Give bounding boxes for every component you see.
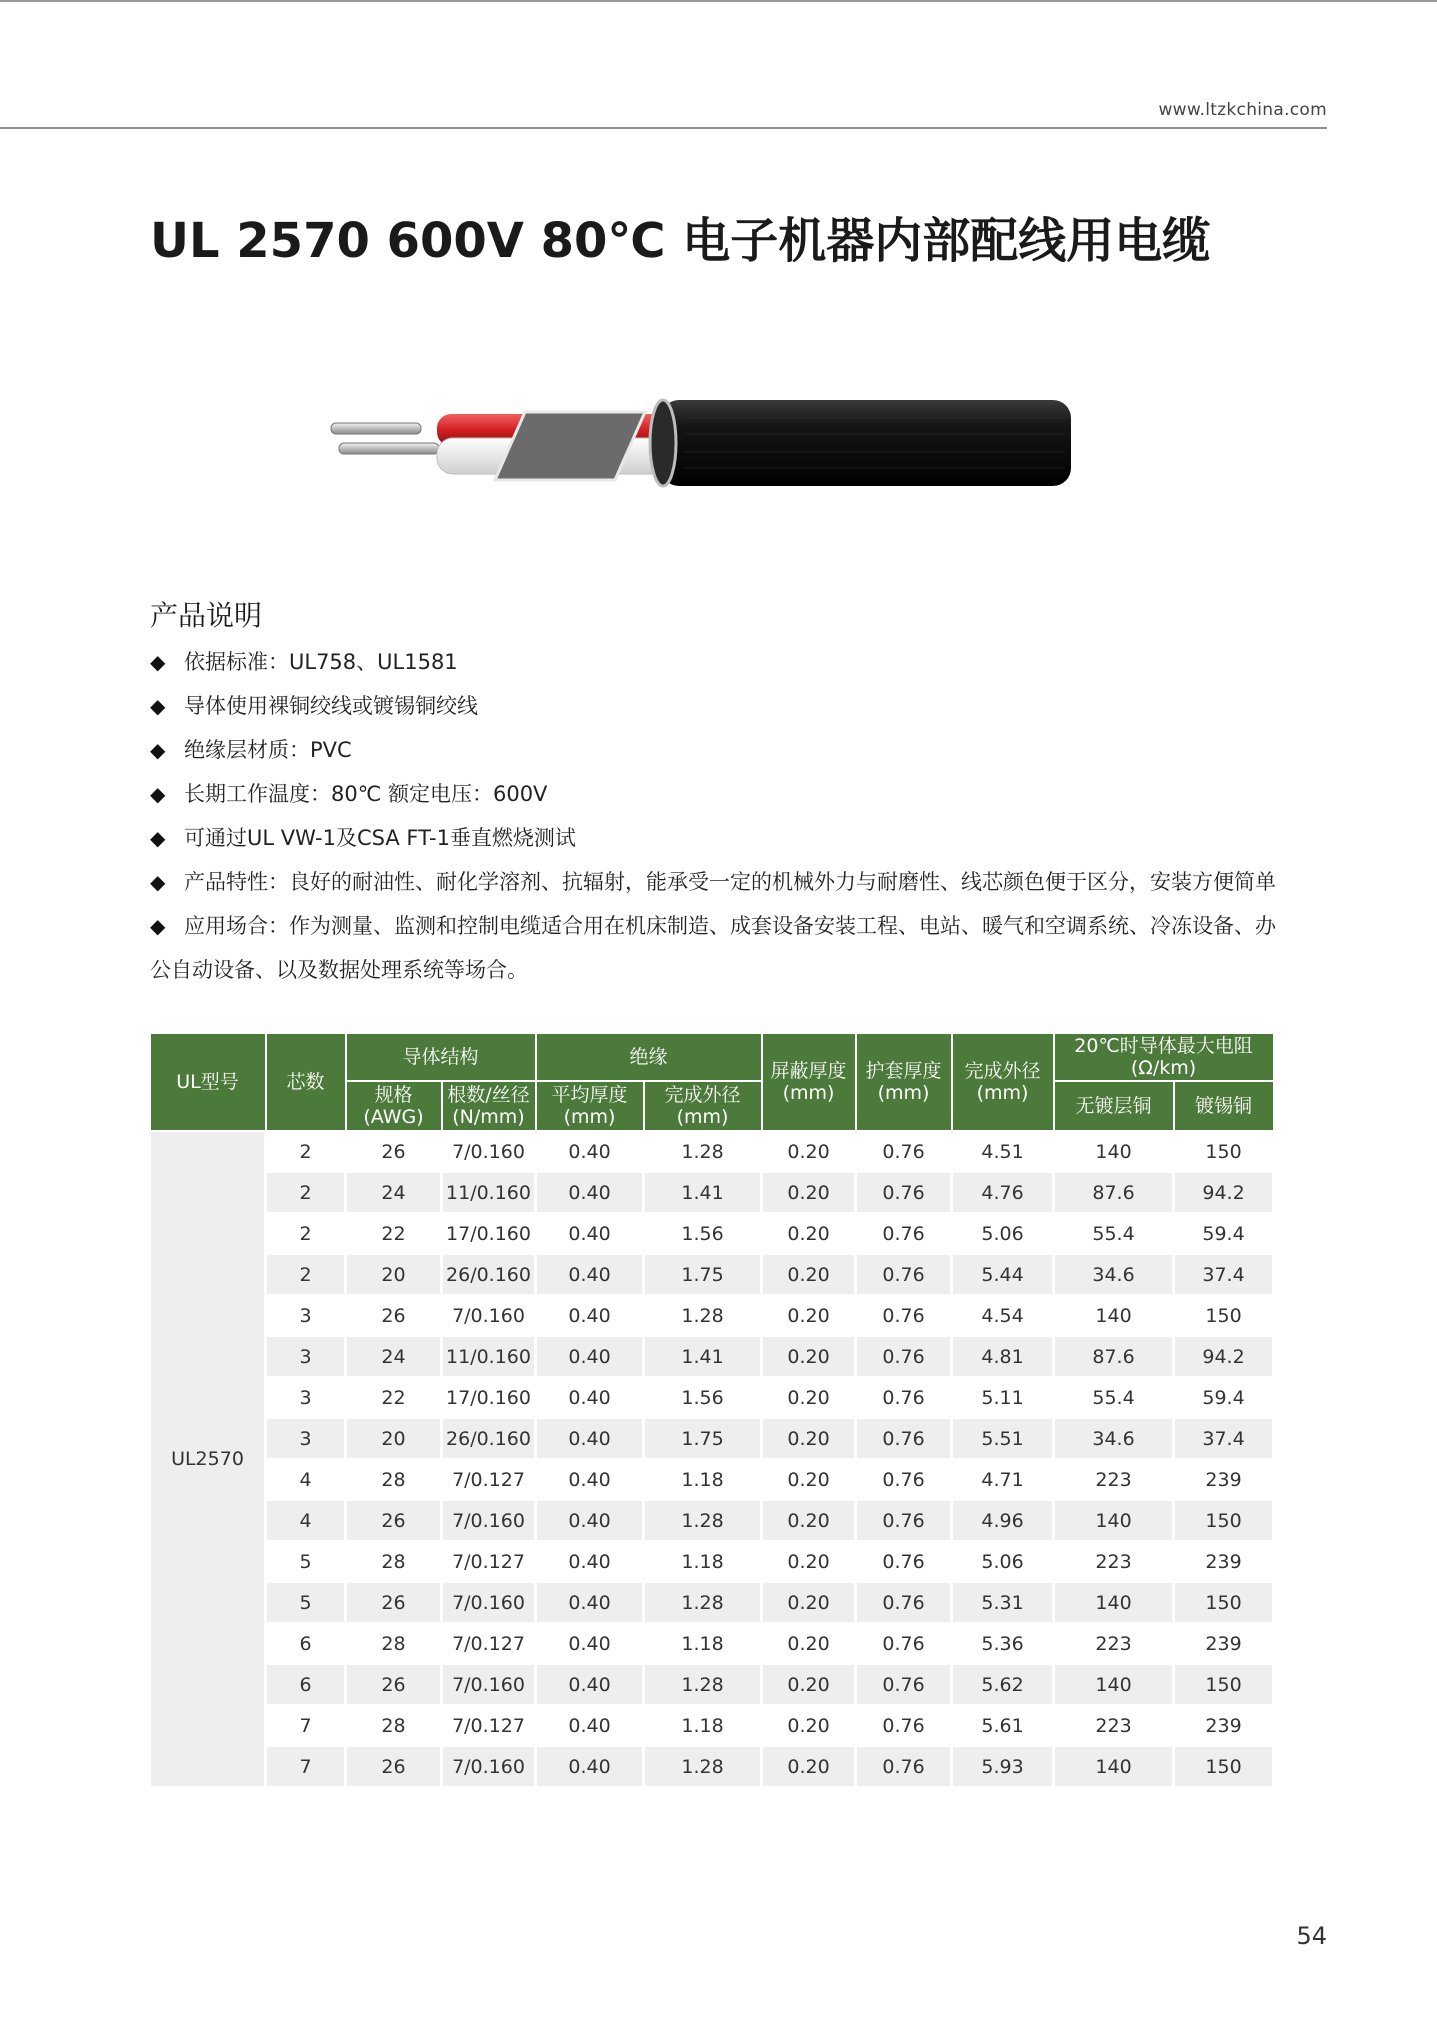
- table-cell: 0.40: [536, 1336, 644, 1377]
- table-cell: 0.40: [536, 1541, 644, 1582]
- table-cell: 150: [1174, 1500, 1274, 1541]
- table-cell: 0.76: [856, 1131, 952, 1172]
- table-cell: 5.36: [952, 1623, 1054, 1664]
- table-cell: 0.20: [762, 1500, 856, 1541]
- table-cell: 0.20: [762, 1459, 856, 1500]
- table-cell: 2: [266, 1131, 346, 1172]
- table-cell: 0.20: [762, 1131, 856, 1172]
- table-cell: 0.20: [762, 1377, 856, 1418]
- header-model: UL型号: [150, 1033, 266, 1131]
- table-cell: 1.56: [644, 1213, 762, 1254]
- jacket-end: [650, 400, 676, 486]
- table-row: [150, 1336, 1274, 1377]
- diamond-bullet-icon: ◆: [150, 826, 166, 850]
- table-cell: 239: [1174, 1623, 1274, 1664]
- diamond-bullet-icon: ◆: [150, 694, 166, 718]
- table-cell: 94.2: [1174, 1172, 1274, 1213]
- table-cell: 3: [266, 1418, 346, 1459]
- table-cell: 140: [1054, 1664, 1174, 1705]
- header-rule: [0, 127, 1327, 129]
- table-cell: 24: [346, 1172, 442, 1213]
- header-conductor: 导体结构: [346, 1033, 536, 1081]
- table-cell: 7: [266, 1705, 346, 1746]
- table-cell: 0.20: [762, 1336, 856, 1377]
- table-cell: 0.76: [856, 1254, 952, 1295]
- table-cell: 5.61: [952, 1705, 1054, 1746]
- table-cell: 55.4: [1054, 1377, 1174, 1418]
- table-row: [150, 1295, 1274, 1336]
- table-cell: 7: [266, 1746, 346, 1787]
- table-cell: 223: [1054, 1623, 1174, 1664]
- table-cell: 4.96: [952, 1500, 1054, 1541]
- table-cell: 1.18: [644, 1459, 762, 1500]
- model-cell: UL2570: [150, 1131, 266, 1787]
- table-cell: 28: [346, 1623, 442, 1664]
- header-od: 完成外径(mm): [952, 1033, 1054, 1131]
- table-cell: 0.20: [762, 1582, 856, 1623]
- diamond-bullet-icon: ◆: [150, 650, 166, 674]
- table-cell: 2: [266, 1172, 346, 1213]
- table-cell: 1.28: [644, 1295, 762, 1336]
- table-cell: 223: [1054, 1459, 1174, 1500]
- table-cell: 34.6: [1054, 1254, 1174, 1295]
- table-cell: 7/0.160: [442, 1295, 536, 1336]
- table-cell: 26: [346, 1582, 442, 1623]
- table-cell: 94.2: [1174, 1336, 1274, 1377]
- table-cell: 0.76: [856, 1459, 952, 1500]
- table-cell: 28: [346, 1705, 442, 1746]
- table-cell: 2: [266, 1213, 346, 1254]
- bullet-item: ◆ 长期工作温度：80℃ 额定电压：600V: [150, 772, 1280, 816]
- table-cell: 0.20: [762, 1254, 856, 1295]
- table-cell: 7/0.127: [442, 1623, 536, 1664]
- header-ins-od: 完成外径(mm): [644, 1081, 762, 1131]
- table-cell: 0.20: [762, 1418, 856, 1459]
- table-cell: 0.40: [536, 1172, 644, 1213]
- table-row: [150, 1254, 1274, 1295]
- table-cell: 26: [346, 1664, 442, 1705]
- diamond-bullet-icon: ◆: [150, 914, 166, 938]
- table-cell: 4.76: [952, 1172, 1054, 1213]
- table-cell: 150: [1174, 1131, 1274, 1172]
- page-number: 54: [1296, 1922, 1327, 1950]
- site-url[interactable]: www.ltzkchina.com: [1158, 100, 1327, 120]
- table-cell: 7/0.160: [442, 1582, 536, 1623]
- table-cell: 1.18: [644, 1623, 762, 1664]
- table-cell: 0.40: [536, 1213, 644, 1254]
- table-row: [150, 1623, 1274, 1664]
- bullet-item: ◆ 应用场合：作为测量、监测和控制电缆适合用在机床制造、成套设备安装工程、电站、暖气和空调系统、冷冻设备、办公自动设备、以及数据处理系统等场合。: [150, 904, 1280, 992]
- table-cell: 150: [1174, 1746, 1274, 1787]
- table-cell: 87.6: [1054, 1172, 1174, 1213]
- header-insulation: 绝缘: [536, 1033, 762, 1081]
- table-cell: 17/0.160: [442, 1377, 536, 1418]
- table-cell: 6: [266, 1664, 346, 1705]
- table-row: [150, 1746, 1274, 1787]
- table-cell: 1.28: [644, 1131, 762, 1172]
- table-cell: 11/0.160: [442, 1336, 536, 1377]
- table-cell: 4.54: [952, 1295, 1054, 1336]
- table-cell: 140: [1054, 1131, 1174, 1172]
- table-cell: 5.06: [952, 1541, 1054, 1582]
- table-cell: 0.40: [536, 1582, 644, 1623]
- table-cell: 0.40: [536, 1746, 644, 1787]
- table-cell: 26/0.160: [442, 1418, 536, 1459]
- top-rule: [0, 0, 1437, 2]
- table-cell: 0.20: [762, 1172, 856, 1213]
- table-cell: 0.76: [856, 1172, 952, 1213]
- table-row: [150, 1705, 1274, 1746]
- table-cell: 239: [1174, 1705, 1274, 1746]
- table-cell: 0.76: [856, 1541, 952, 1582]
- header-conductor-strand: 根数/丝径(N/mm): [442, 1081, 536, 1131]
- table-cell: 1.56: [644, 1377, 762, 1418]
- table-cell: 140: [1054, 1500, 1174, 1541]
- table-cell: 0.40: [536, 1623, 644, 1664]
- table-cell: 7/0.160: [442, 1500, 536, 1541]
- table-row: [150, 1582, 1274, 1623]
- table-cell: 1.75: [644, 1254, 762, 1295]
- table-cell: 1.18: [644, 1705, 762, 1746]
- header-tinned: 镀锡铜: [1174, 1081, 1274, 1131]
- table-cell: 5.93: [952, 1746, 1054, 1787]
- table-cell: 1.28: [644, 1500, 762, 1541]
- header-conductor-size: 规格(AWG): [346, 1081, 442, 1131]
- table-cell: 0.76: [856, 1377, 952, 1418]
- table-cell: 1.28: [644, 1582, 762, 1623]
- table-cell: 6: [266, 1623, 346, 1664]
- table-cell: 0.76: [856, 1418, 952, 1459]
- table-cell: 1.41: [644, 1172, 762, 1213]
- table-cell: 5.44: [952, 1254, 1054, 1295]
- bullet-item: ◆ 导体使用裸铜绞线或镀锡铜绞线: [150, 684, 1280, 728]
- spec-table: [148, 1032, 1275, 1788]
- diamond-bullet-icon: ◆: [150, 782, 166, 806]
- table-cell: 0.76: [856, 1500, 952, 1541]
- table-cell: 17/0.160: [442, 1213, 536, 1254]
- table-row: [150, 1500, 1274, 1541]
- conductor-wire-1: [331, 423, 421, 434]
- table-cell: 0.20: [762, 1664, 856, 1705]
- bullet-item: ◆ 产品特性：良好的耐油性、耐化学溶剂、抗辐射，能承受一定的机械外力与耐磨性、线芯颜色便于区分，安装方便简单: [150, 860, 1280, 904]
- table-cell: 0.40: [536, 1377, 644, 1418]
- table-cell: 28: [346, 1459, 442, 1500]
- table-cell: 0.40: [536, 1500, 644, 1541]
- table-cell: 0.76: [856, 1705, 952, 1746]
- table-cell: 0.40: [536, 1664, 644, 1705]
- table-cell: 26: [346, 1500, 442, 1541]
- table-cell: 150: [1174, 1664, 1274, 1705]
- table-cell: 2: [266, 1254, 346, 1295]
- table-cell: 4.51: [952, 1131, 1054, 1172]
- table-cell: 0.76: [856, 1336, 952, 1377]
- table-cell: 5.11: [952, 1377, 1054, 1418]
- table-cell: 1.41: [644, 1336, 762, 1377]
- table-cell: 0.76: [856, 1295, 952, 1336]
- table-cell: 150: [1174, 1295, 1274, 1336]
- table-cell: 5.06: [952, 1213, 1054, 1254]
- table-cell: 26/0.160: [442, 1254, 536, 1295]
- header-ins-avg: 平均厚度(mm): [536, 1081, 644, 1131]
- table-cell: 55.4: [1054, 1213, 1174, 1254]
- header-resistance: 20℃时导体最大电阻(Ω/km): [1054, 1033, 1274, 1081]
- section-heading: 产品说明: [150, 599, 263, 632]
- table-cell: 140: [1054, 1746, 1174, 1787]
- table-cell: 7/0.160: [442, 1664, 536, 1705]
- table-cell: 26: [346, 1746, 442, 1787]
- table-cell: 0.20: [762, 1213, 856, 1254]
- table-cell: 4.71: [952, 1459, 1054, 1500]
- table-cell: 0.76: [856, 1623, 952, 1664]
- spec-table-body: [150, 1131, 1274, 1787]
- table-row: [150, 1131, 1274, 1172]
- table-cell: 0.76: [856, 1213, 952, 1254]
- table-cell: 7/0.160: [442, 1131, 536, 1172]
- table-cell: 4: [266, 1500, 346, 1541]
- table-row: [150, 1377, 1274, 1418]
- table-cell: 20: [346, 1418, 442, 1459]
- table-cell: 0.40: [536, 1418, 644, 1459]
- table-cell: 0.40: [536, 1131, 644, 1172]
- table-cell: 0.40: [536, 1254, 644, 1295]
- table-cell: 223: [1054, 1705, 1174, 1746]
- table-cell: 0.76: [856, 1746, 952, 1787]
- header-cores: 芯数: [266, 1033, 346, 1131]
- table-row: [150, 1172, 1274, 1213]
- conductor-wire-2: [339, 443, 439, 454]
- page-title: UL 2570 600V 80℃ 电子机器内部配线用电缆: [150, 213, 1211, 269]
- table-cell: 5.51: [952, 1418, 1054, 1459]
- table-cell: 140: [1054, 1582, 1174, 1623]
- table-cell: 28: [346, 1541, 442, 1582]
- table-cell: 1.18: [644, 1541, 762, 1582]
- table-cell: 59.4: [1174, 1377, 1274, 1418]
- table-cell: 4: [266, 1459, 346, 1500]
- table-cell: 3: [266, 1336, 346, 1377]
- table-cell: 11/0.160: [442, 1172, 536, 1213]
- table-cell: 22: [346, 1377, 442, 1418]
- table-cell: 0.20: [762, 1541, 856, 1582]
- bullet-item: ◆ 依据标准：UL758、UL1581: [150, 640, 1280, 684]
- table-row: [150, 1541, 1274, 1582]
- header-jacket: 护套厚度(mm): [856, 1033, 952, 1131]
- table-cell: 3: [266, 1377, 346, 1418]
- table-cell: 5: [266, 1582, 346, 1623]
- table-cell: 7/0.160: [442, 1746, 536, 1787]
- table-cell: 150: [1174, 1582, 1274, 1623]
- table-cell: 87.6: [1054, 1336, 1174, 1377]
- table-cell: 239: [1174, 1459, 1274, 1500]
- cable-product-image: [325, 396, 1085, 496]
- table-cell: 4.81: [952, 1336, 1054, 1377]
- table-cell: 26: [346, 1295, 442, 1336]
- table-cell: 5.62: [952, 1664, 1054, 1705]
- table-cell: 1.75: [644, 1418, 762, 1459]
- table-cell: 22: [346, 1213, 442, 1254]
- table-cell: 59.4: [1174, 1213, 1274, 1254]
- header-bare: 无镀层铜: [1054, 1081, 1174, 1131]
- table-cell: 0.76: [856, 1664, 952, 1705]
- table-cell: 5: [266, 1541, 346, 1582]
- table-row: [150, 1213, 1274, 1254]
- table-cell: 24: [346, 1336, 442, 1377]
- table-cell: 20: [346, 1254, 442, 1295]
- table-cell: 140: [1054, 1295, 1174, 1336]
- table-cell: 239: [1174, 1541, 1274, 1582]
- table-cell: 223: [1054, 1541, 1174, 1582]
- description-bullets: [150, 640, 1280, 992]
- table-cell: 0.40: [536, 1459, 644, 1500]
- table-row: [150, 1664, 1274, 1705]
- table-cell: 34.6: [1054, 1418, 1174, 1459]
- cable-jacket: [661, 400, 1071, 486]
- table-cell: 1.28: [644, 1664, 762, 1705]
- table-cell: 5.31: [952, 1582, 1054, 1623]
- bullet-item: ◆ 绝缘层材质：PVC: [150, 728, 1280, 772]
- table-row: [150, 1459, 1274, 1500]
- table-cell: 0.40: [536, 1705, 644, 1746]
- table-cell: 0.20: [762, 1295, 856, 1336]
- table-cell: 0.20: [762, 1746, 856, 1787]
- table-cell: 1.28: [644, 1746, 762, 1787]
- table-cell: 7/0.127: [442, 1705, 536, 1746]
- header-shield: 屏蔽厚度(mm): [762, 1033, 856, 1131]
- diamond-bullet-icon: ◆: [150, 738, 166, 762]
- table-cell: 0.76: [856, 1582, 952, 1623]
- table-cell: 37.4: [1174, 1254, 1274, 1295]
- table-row: [150, 1418, 1274, 1459]
- table-cell: 0.20: [762, 1623, 856, 1664]
- table-cell: 26: [346, 1131, 442, 1172]
- table-cell: 37.4: [1174, 1418, 1274, 1459]
- table-cell: 0.40: [536, 1295, 644, 1336]
- bullet-item: ◆ 可通过UL VW-1及CSA FT-1垂直燃烧测试: [150, 816, 1280, 860]
- table-cell: 7/0.127: [442, 1541, 536, 1582]
- diamond-bullet-icon: ◆: [150, 870, 166, 894]
- table-cell: 0.20: [762, 1705, 856, 1746]
- table-cell: 7/0.127: [442, 1459, 536, 1500]
- table-cell: 3: [266, 1295, 346, 1336]
